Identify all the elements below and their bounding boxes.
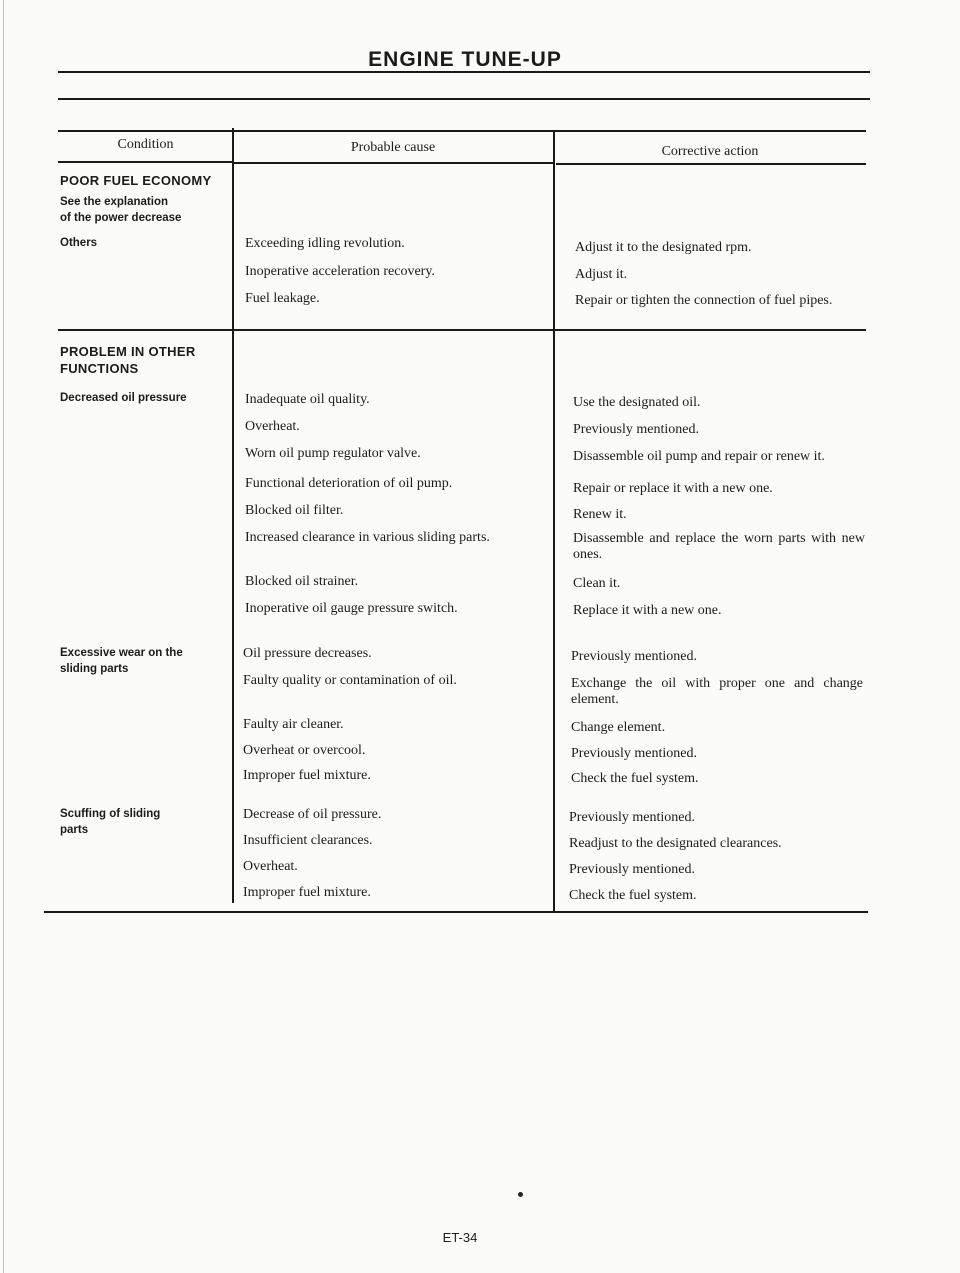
column-divider-2 [553,130,555,912]
section-divider [58,329,866,331]
cause-item: Overheat. [245,419,300,434]
action-item: Use the designated oil. [573,395,701,410]
column-header-cause: Probable cause [350,140,436,155]
cause-item: Insufficient clearances. [243,833,373,848]
action-item: Previously mentioned. [569,862,695,877]
table-top-rule [58,130,866,132]
cause-item: Fuel leakage. [245,291,320,306]
column-divider-1 [232,128,234,903]
header-rule-right [556,163,866,165]
condition-excessive-wear-line1: Excessive wear on the [60,647,183,659]
action-item: Exchange the oil with proper one and change element. [571,676,863,707]
cause-item: Oil pressure decreases. [243,646,372,661]
cause-item: Functional deterioration of oil pump. [245,476,453,491]
column-header-action: Corrective action [661,144,759,159]
action-item: Previously mentioned. [573,422,699,437]
cause-item: Inoperative oil gauge pressure switch. [245,601,458,616]
cause-item: Decrease of oil pressure. [243,807,382,822]
cause-item: Faulty quality or contamination of oil. [243,673,457,688]
condition-see-explanation-line1: See the explanation [60,196,169,208]
table-bottom-rule [44,911,868,913]
action-item: Clean it. [573,576,621,591]
action-item: Renew it. [573,507,627,522]
condition-decreased-oil-pressure: Decreased oil pressure [60,392,187,404]
action-item: Adjust it. [575,267,628,282]
action-item: Check the fuel system. [569,888,697,903]
action-item: Previously mentioned. [569,810,695,825]
action-item: Repair or replace it with a new one. [573,481,773,496]
condition-scuffing-line2: parts [60,824,89,836]
cause-item: Overheat. [243,859,298,874]
cause-item: Increased clearance in various sliding parts. [245,530,490,545]
cause-item: Improper fuel mixture. [243,768,371,783]
cause-item: Overheat or overcool. [243,743,366,758]
section-title-poor-fuel-economy: POOR FUEL ECONOMY [60,173,212,188]
header-rule-mid [233,162,553,164]
cause-item: Inoperative acceleration recovery. [245,264,435,279]
section-title-problem-line1: PROBLEM IN OTHER [60,344,196,359]
cause-item: Exceeding idling revolution. [245,236,405,251]
cause-item: Worn oil pump regulator valve. [245,446,421,461]
condition-see-explanation-line2: of the power decrease [60,212,182,224]
scan-edge-line [3,0,4,1273]
condition-others: Others [60,237,98,249]
page-dot [518,1192,523,1197]
cause-item: Faulty air cleaner. [243,717,344,732]
title-rule-bottom [58,98,870,100]
cause-item: Inadequate oil quality. [245,392,370,407]
action-item: Disassemble and replace the worn parts with new ones. [573,531,865,562]
condition-scuffing-line1: Scuffing of sliding [60,808,161,820]
page-title: ENGINE TUNE-UP [368,48,562,71]
column-header-condition: Condition [117,137,174,152]
section-title-problem-line2: FUNCTIONS [60,361,139,376]
header-rule-left [58,161,233,163]
action-item: Adjust it to the designated rpm. [575,240,752,255]
action-item: Previously mentioned. [571,746,697,761]
action-item: Readjust to the designated clearances. [569,836,782,851]
action-item: Repair or tighten the connection of fuel pipes. [575,293,833,308]
action-item: Disassemble oil pump and repair or renew it. [573,449,825,464]
action-item: Previously mentioned. [571,649,697,664]
action-item: Replace it with a new one. [573,603,722,618]
page-number: ET-34 [442,1230,478,1245]
cause-item: Improper fuel mixture. [243,885,371,900]
cause-item: Blocked oil filter. [245,503,344,518]
action-item: Change element. [571,720,666,735]
condition-excessive-wear-line2: sliding parts [60,663,129,675]
action-item: Check the fuel system. [571,771,699,786]
cause-item: Blocked oil strainer. [245,574,359,589]
